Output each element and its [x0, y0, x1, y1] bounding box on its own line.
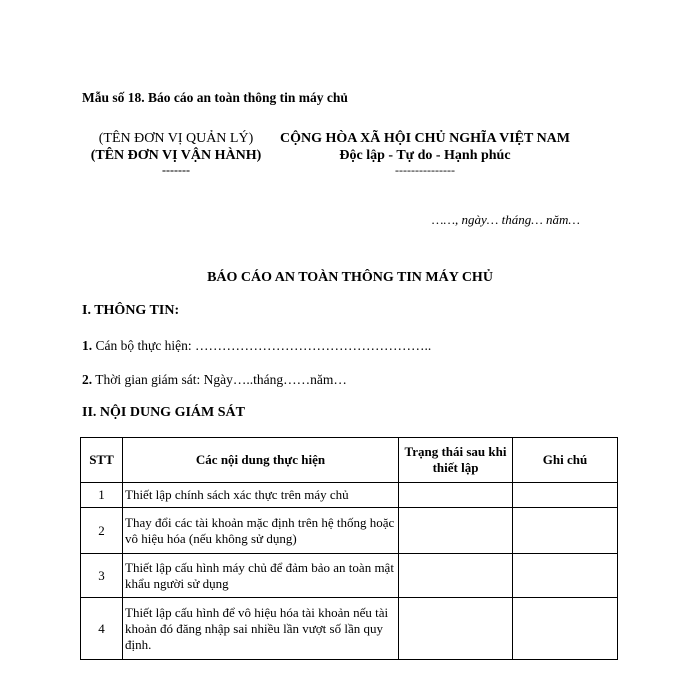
row-content: Thiết lập cấu hình để vô hiệu hóa tài khoản nếu tài khoản đó đăng nhập sai nhiều lần vượt số lần quy định. — [123, 598, 399, 660]
row-stt: 4 — [81, 598, 123, 660]
managing-unit-name: (TÊN ĐƠN VỊ QUẢN LÝ) — [98, 131, 254, 146]
table-row — [81, 483, 618, 508]
header-note: Ghi chú — [513, 438, 618, 483]
field-executor-number: 1. — [82, 338, 93, 353]
national-header — [268, 130, 582, 176]
header-stt: STT — [81, 438, 123, 483]
report-title: BÁO CÁO AN TOÀN THÔNG TIN MÁY CHỦ — [207, 270, 493, 285]
row-note-cell[interactable] — [513, 554, 618, 598]
table-header-row — [81, 438, 618, 483]
national-motto: Độc lập - Tự do - Hạnh phúc — [339, 148, 511, 163]
date-line: ……, ngày… tháng… năm… — [431, 212, 580, 227]
row-content: Thiết lập chính sách xác thực trên máy chủ — [123, 483, 399, 508]
field-monitoring-time-number: 2. — [82, 372, 93, 387]
field-executor-text: Cán bộ thực hiện: …………………………………………….. — [95, 338, 432, 353]
header-content: Các nội dung thực hiện — [123, 438, 399, 483]
section-information-heading: I. THÔNG TIN: — [82, 303, 180, 318]
row-stt: 3 — [81, 554, 123, 598]
row-note-cell[interactable] — [513, 508, 618, 554]
issuing-unit-header — [78, 130, 274, 176]
row-stt: 2 — [81, 508, 123, 554]
table-row — [81, 508, 618, 554]
row-content: Thiết lập cấu hình máy chủ để đảm bảo an toàn mật khẩu người sử dụng — [123, 554, 399, 598]
form-label: Mẫu số 18. Báo cáo an toàn thông tin máy chủ — [82, 90, 348, 105]
field-executor — [82, 338, 431, 354]
field-monitoring-time — [82, 372, 347, 388]
row-note-cell[interactable] — [513, 598, 618, 660]
row-status-cell[interactable] — [399, 508, 513, 554]
national-name: CỘNG HÒA XÃ HỘI CHỦ NGHĨA VIỆT NAM — [279, 131, 570, 146]
right-header-divider: --------------- — [395, 163, 455, 177]
operating-unit-name: (TÊN ĐƠN VỊ VẬN HÀNH) — [90, 148, 262, 163]
table-row — [81, 554, 618, 598]
monitoring-table — [80, 437, 618, 660]
row-status-cell[interactable] — [399, 554, 513, 598]
row-content: Thay đổi các tài khoản mặc định trên hệ thống hoặc vô hiệu hóa (nếu không sử dụng) — [123, 508, 399, 554]
field-monitoring-time-text: Thời gian giám sát: Ngày…..tháng……năm… — [95, 372, 347, 387]
section-monitoring-heading: II. NỘI DUNG GIÁM SÁT — [82, 405, 245, 420]
left-header-divider: ------- — [162, 163, 190, 177]
row-stt: 1 — [81, 483, 123, 508]
row-status-cell[interactable] — [399, 598, 513, 660]
table-row — [81, 598, 618, 660]
row-note-cell[interactable] — [513, 483, 618, 508]
header-status: Trạng thái sau khi thiết lập — [399, 438, 513, 483]
row-status-cell[interactable] — [399, 483, 513, 508]
